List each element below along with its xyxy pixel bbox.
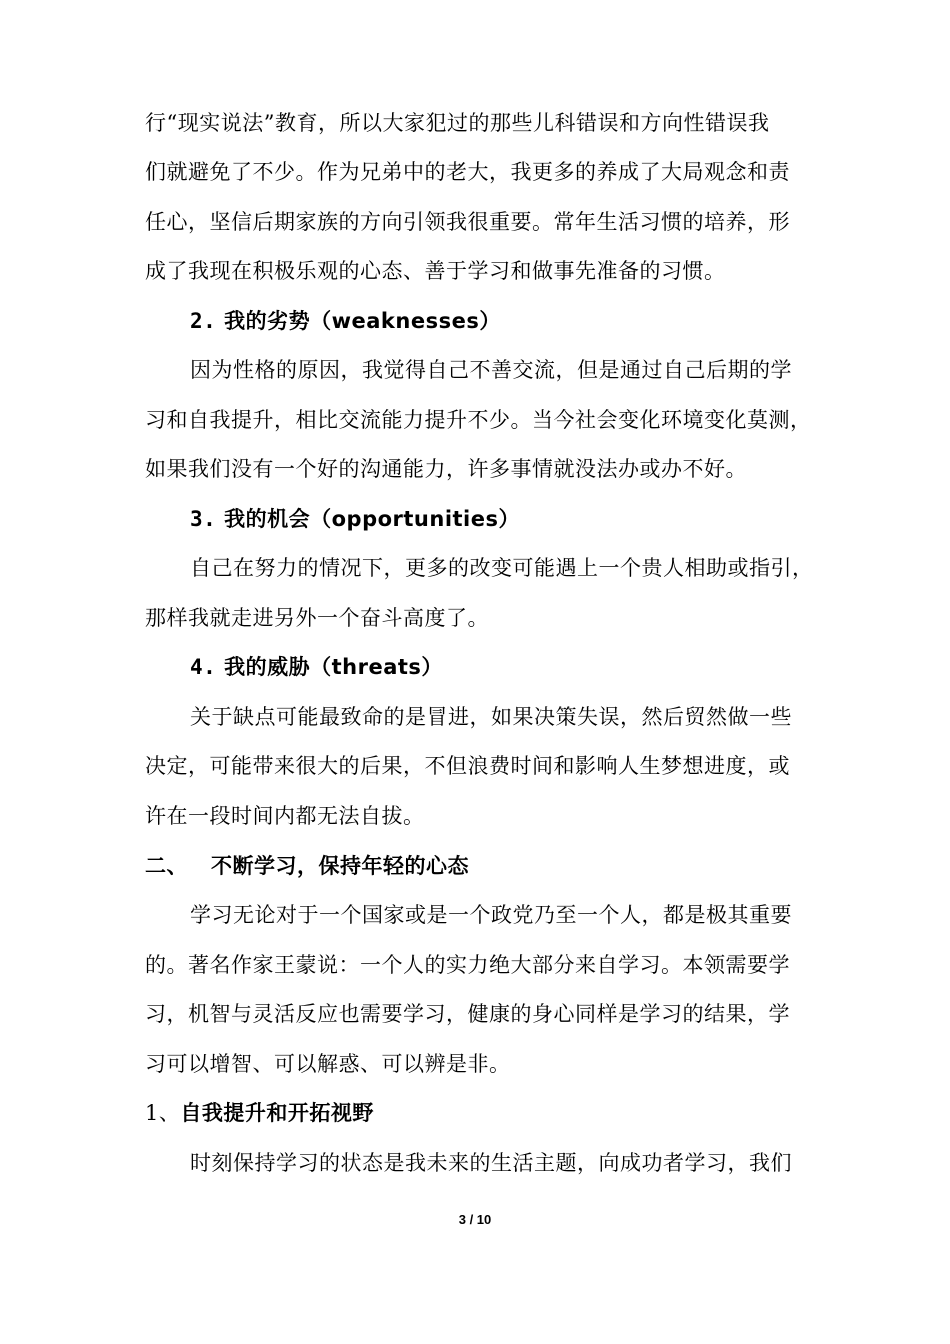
heading-number: 2. [190,309,217,333]
paragraph-line: 的。著名作家王蒙说：一个人的实力绝大部分来自学习。本领需要学 [145,953,790,977]
heading-text: 我的威胁（threats） [224,655,443,679]
paragraph-line: 自己在努力的情况下，更多的改变可能遇上一个贵人相助或指引， [190,556,814,580]
subsection-heading [145,1098,374,1128]
paragraph-line: 行“现实说法”教育，所以大家犯过的那些儿科错误和方向性错误我 [145,111,770,135]
paragraph-line: 们就避免了不少。作为兄弟中的老大，我更多的养成了大局观念和责 [145,160,790,184]
section-number: 二、 [145,854,188,878]
section-heading [145,851,469,881]
paragraph-line: 决定，可能带来很大的后果，不但浪费时间和影响人生梦想进度，或 [145,754,790,778]
heading-text: 我的劣势（weaknesses） [224,309,501,333]
section-title: 不断学习，保持年轻的心态 [211,854,469,878]
heading-number: 4. [190,655,217,679]
heading-number: 3. [190,507,217,531]
subsection-number: 1、 [145,1101,181,1125]
heading-weaknesses [190,306,501,336]
heading-threats [190,652,443,682]
paragraph-line: 习可以增智、可以解惑、可以辨是非。 [145,1052,511,1076]
paragraph-line: 如果我们没有一个好的沟通能力，许多事情就没法办或办不好。 [145,457,747,481]
heading-opportunities [190,504,520,534]
paragraph-line: 成了我现在积极乐观的心态、善于学习和做事先准备的习惯。 [145,259,726,283]
paragraph-line: 习，机智与灵活反应也需要学习，健康的身心同样是学习的结果，学 [145,1002,790,1026]
paragraph-line: 关于缺点可能最致命的是冒进，如果决策失误，然后贸然做一些 [190,705,792,729]
paragraph-line: 任心，坚信后期家族的方向引领我很重要。常年生活习惯的培养，形 [145,210,790,234]
subsection-title: 自我提升和开拓视野 [180,1101,374,1125]
paragraph-line: 学习无论对于一个国家或是一个政党乃至一个人，都是极其重要 [190,903,792,927]
heading-text: 我的机会（opportunities） [224,507,521,531]
paragraph-line: 许在一段时间内都无法自拔。 [145,804,425,828]
paragraph-line: 习和自我提升，相比交流能力提升不少。当今社会变化环境变化莫测， [145,408,812,432]
paragraph-line: 那样我就走进另外一个奋斗高度了。 [145,606,489,630]
page-number: 3 / 10 [458,1212,492,1227]
paragraph-line: 时刻保持学习的状态是我未来的生活主题，向成功者学习，我们 [190,1151,792,1175]
paragraph-line: 因为性格的原因，我觉得自己不善交流，但是通过自己后期的学 [190,358,792,382]
